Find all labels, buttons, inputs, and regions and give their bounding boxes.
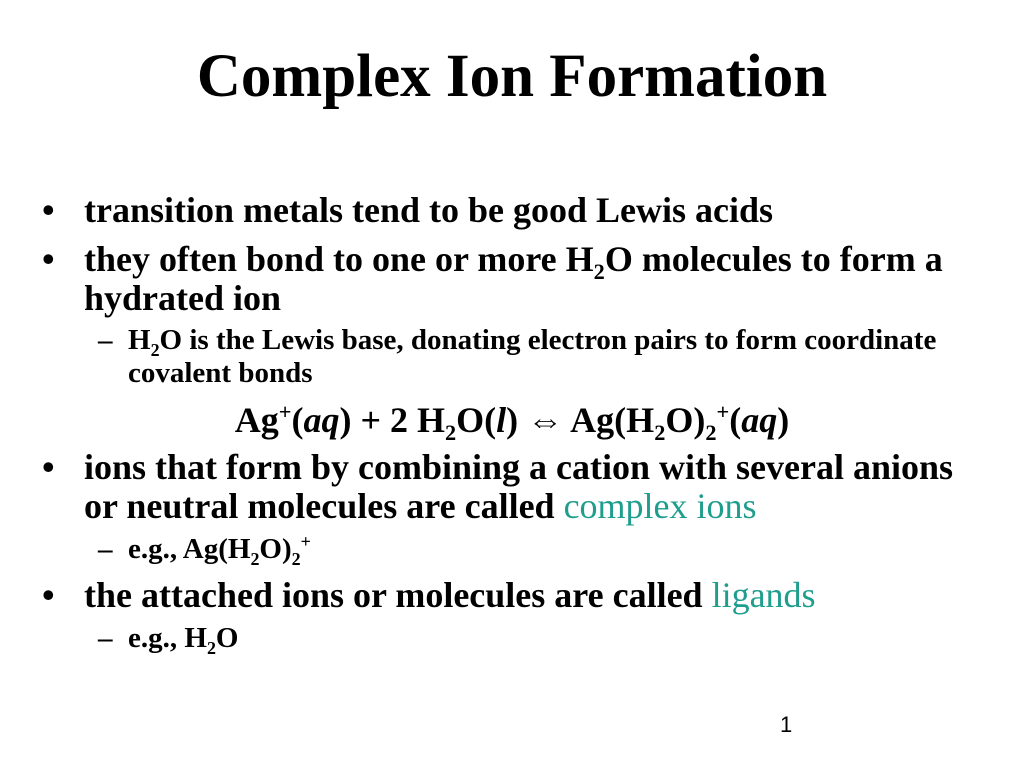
subscript: 2 <box>445 420 457 446</box>
equation-part: ) + 2 H <box>339 400 445 440</box>
equation-part: Ag <box>234 400 279 440</box>
sub-bullet-item <box>98 531 968 569</box>
bullet-marker: • <box>42 239 55 279</box>
chemical-equation <box>0 399 1024 446</box>
bullet-text-part: ions that form by combining a cation with several anions or neutral molecules are called <box>84 447 954 526</box>
key-term: complex ions <box>563 486 757 526</box>
superscript: + <box>278 399 292 424</box>
equation-part: ) <box>506 400 528 440</box>
key-term: ligands <box>711 575 816 615</box>
subscript: 2 <box>150 339 160 360</box>
state-symbol: aq <box>741 400 778 440</box>
state-symbol: l <box>496 400 507 440</box>
bullet-item <box>42 575 974 615</box>
equation-part: ( <box>291 400 304 440</box>
sub-bullet-text-part: e.g., Ag(H <box>128 533 251 565</box>
sub-bullet-text-part: O <box>215 622 239 654</box>
dash-marker: – <box>98 324 113 356</box>
superscript: + <box>716 399 730 424</box>
bullet-text: transition metals tend to be good Lewis acids <box>84 190 774 230</box>
subscript: 2 <box>705 420 717 446</box>
dash-marker: – <box>98 622 113 654</box>
dash-marker: – <box>98 533 113 565</box>
equation-part: O) <box>665 400 706 440</box>
equation-part: Ag(H <box>563 400 655 440</box>
bullet-marker: • <box>42 575 55 615</box>
sub-bullet-text-part: O is the Lewis base, donating electron pairs to form coordinate covalent bonds <box>128 324 937 389</box>
equation-part: ) <box>777 400 790 440</box>
page-number: 1 <box>780 712 793 737</box>
slide-title: Complex Ion Formation <box>196 43 828 110</box>
bullet-item <box>42 239 974 318</box>
bullet-marker: • <box>42 190 55 230</box>
subscript: 2 <box>593 259 605 285</box>
sub-bullet-text-part: e.g., H <box>128 622 207 654</box>
subscript: 2 <box>654 420 666 446</box>
subscript: 2 <box>291 548 301 569</box>
equation-part: ( <box>729 400 742 440</box>
bullet-marker: • <box>42 447 55 487</box>
equilibrium-arrow-icon: ⇔ <box>527 400 564 440</box>
subscript: 2 <box>250 548 260 569</box>
subscript: 2 <box>206 637 216 658</box>
sub-bullet-text-part: O) <box>259 533 292 565</box>
bullet-item <box>42 190 974 230</box>
superscript: + <box>300 531 311 552</box>
bullet-item <box>42 447 974 526</box>
bullet-text-part: they often bond to one or more H <box>84 239 594 279</box>
sub-bullet-item <box>98 622 968 658</box>
equation-part: O( <box>456 400 497 440</box>
state-symbol: aq <box>303 400 340 440</box>
bullet-text-part: the attached ions or molecules are called <box>84 575 712 615</box>
bullet-text-part: O molecules to form a hydrated ion <box>84 239 943 318</box>
sub-bullet-item <box>98 324 968 390</box>
sub-bullet-text-part: H <box>128 324 151 356</box>
